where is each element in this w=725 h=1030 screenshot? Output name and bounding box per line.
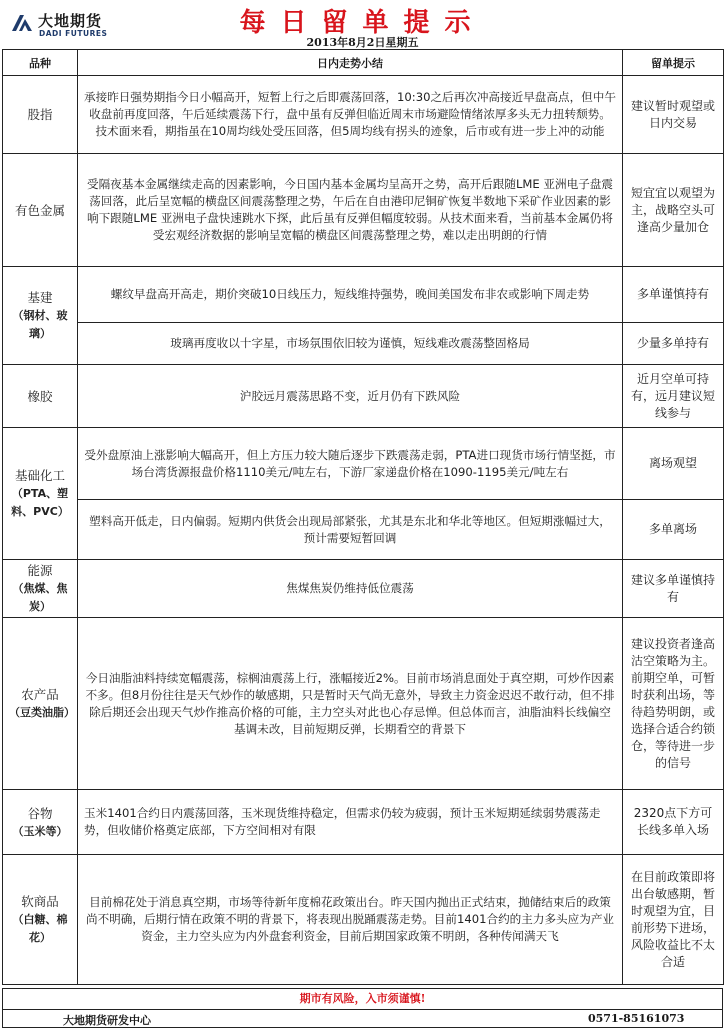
advice-cell: 多单离场	[623, 500, 724, 560]
category-subtitle: （PTA、塑料、PVC）	[11, 487, 69, 518]
category-name: 农产品	[21, 687, 59, 702]
summary-cell: 承接昨日强势期指今日小幅高开，短暂上行之后即震荡回落，10:30之后再次冲高接近早盘高点，但中午收盘前再度回落，午后延续震荡下行，盘中虽有反弹但临近周末市场避险情绪浓厚多头无力扭转颓势。技术面来看，期指虽在10周均线处受压回落，但5周均线有拐头的迹象，后市或有进一步上冲的动能	[78, 76, 623, 154]
table-row	[3, 154, 724, 267]
advice-cell: 短宜宜以观望为主，战略空头可逢高少量加仓	[623, 154, 724, 267]
category-cell	[3, 855, 78, 985]
advice-cell: 建议投资者逢高沽空策略为主。前期空单，可暂时获利出场，等待趋势明朗，或选择合适合约锁仓，等待进一步的信号	[623, 618, 724, 790]
summary-cell: 沪胶远月震荡思路不变，近月仍有下跌风险	[78, 365, 623, 428]
category-cell	[3, 560, 78, 618]
category-cell	[3, 76, 78, 154]
summary-cell: 今日油脂油料持续宽幅震荡，棕榈油震荡上行，涨幅接近2%。目前市场消息面处于真空期，可炒作因素不多。但8月份往往是天气炒作的敏感期，只是暂时天气尚无意外，导致主力资金迟迟不敢行动，但不排除后期还会出现天气炒作推高价格的可能，主力空头对此也心存忌惮。但总体而言，油脂油料长线偏空基调未改，目前短期反弹，长期看空的背景下	[78, 618, 623, 790]
summary-cell: 焦煤焦炭仍维持低位震荡	[78, 560, 623, 618]
table-row	[3, 500, 724, 560]
category-cell	[3, 790, 78, 855]
column-header-summary: 日内走势小结	[78, 50, 623, 76]
logo-english-name: DADI FUTURES	[39, 29, 108, 38]
advice-cell: 少量多单持有	[623, 323, 724, 365]
category-name: 谷物	[27, 805, 53, 821]
category-subtitle: （焦煤、焦炭）	[12, 582, 68, 613]
table-row	[3, 323, 724, 365]
category-cell	[3, 365, 78, 428]
table-row	[3, 855, 724, 985]
page-header	[0, 0, 725, 48]
table-row	[3, 618, 724, 790]
advice-cell: 离场观望	[623, 428, 724, 500]
advice-cell: 2320点下方可长线多单入场	[623, 790, 724, 855]
advice-cell: 建议多单谨慎持有	[623, 560, 724, 618]
summary-cell: 玉米1401合约日内震荡回落，玉米现货维持稳定，但需求仍较为疲弱，预计玉米短期延续弱势震荡走势，但收储价格奠定底部，下方空间相对有限	[78, 790, 623, 855]
category-name: 橡胶	[27, 388, 53, 404]
summary-cell: 塑料高开低走，日内偏弱。短期内供货会出现局部紧张，尤其是东北和华北等地区。但短期涨幅过大，预计需要短暂回调	[78, 500, 623, 560]
page-footer	[2, 1010, 723, 1028]
summary-cell: 目前棉花处于消息真空期，市场等待新年度棉花政策出台。昨天国内抛出正式结束，抛储结束后的政策尚不明确，后期行情在政策不明的背景下，将表现出脱踊震荡走势。目前1401合约的主力多头应为产业资金，主力空头应为内外盘套利资金，目前后期国家政策不明朗，各种传闻满天飞	[78, 855, 623, 985]
daily-position-table	[2, 49, 724, 985]
risk-notice: 期市有风险，入市须谨慎!	[2, 988, 723, 1010]
category-name: 股指	[27, 107, 53, 122]
category-subtitle: （钢材、玻璃）	[12, 309, 68, 340]
table-row	[3, 428, 724, 500]
summary-cell: 受隔夜基本金属继续走高的因素影响，今日国内基本金属均呈高开之势，高开后跟随LME 亚洲电子盘震荡回落，此后呈宽幅的横盘区间震荡整理之势，午后在自由港印尼铜矿恢复半数地下采矿作业因素的影响下跟随LME 亚洲电子盘快速跳水下探，此后虽有反弹但幅度较弱。从技术面来看，当前基本金属仍将受宏观经济数据的影响呈宽幅的横盘区间震荡整理之势，难以走出明朗的行情	[78, 154, 623, 267]
column-header-category: 品种	[3, 50, 78, 76]
page-title: 每日留单提示	[239, 8, 486, 38]
table-header-row	[3, 50, 724, 76]
category-name: 基建	[27, 290, 53, 305]
advice-cell: 近月空单可持有，远月建议短线参与	[623, 365, 724, 428]
category-name: 基础化工	[14, 468, 65, 483]
category-subtitle: （玉米等）	[12, 824, 68, 838]
category-cell	[3, 618, 78, 790]
report-date: 2013年8月2日星期五	[306, 36, 419, 49]
footer-organization: 大地期货研发中心	[63, 1014, 151, 1027]
category-cell	[3, 154, 78, 267]
advice-cell: 建议暂时观望或日内交易	[623, 76, 724, 154]
table-row	[3, 560, 724, 618]
category-subtitle: （白糖、棉花）	[12, 913, 68, 944]
category-name: 能源	[27, 563, 53, 578]
category-name: 有色金属	[14, 202, 65, 218]
footer-phone: 0571-85161073	[588, 1012, 685, 1025]
table-row	[3, 267, 724, 323]
column-header-advice: 留单提示	[623, 50, 724, 76]
advice-cell: 多单谨慎持有	[623, 267, 724, 323]
table-row	[3, 76, 724, 154]
category-name: 软商品	[21, 894, 59, 909]
advice-cell: 在目前政策即将出台敏感期，暂时观望为宜，目前形势下进场，风险收益比不太合适	[623, 855, 724, 985]
table-row	[3, 365, 724, 428]
category-cell	[3, 267, 78, 365]
summary-cell: 玻璃再度收以十字星，市场氛围依旧较为谨慎，短线难改震荡整固格局	[78, 323, 623, 365]
summary-cell: 螺纹早盘高开高走，期价突破10日线压力，短线维持强势，晚间美国发布非农或影响下周走势	[78, 267, 623, 323]
summary-cell: 受外盘原油上涨影响大幅高开，但上方压力较大随后逐步下跌震荡走弱，PTA进口现货市场行情坚挺，市场台湾货源报盘价格1110美元/吨左右，下游厂家递盘价格在1090-1195美元/吨左右	[78, 428, 623, 500]
table-row	[3, 790, 724, 855]
category-cell	[3, 428, 78, 560]
logo-chinese-name: 大地期货	[38, 12, 103, 30]
category-subtitle: （豆类油脂）	[9, 706, 75, 719]
